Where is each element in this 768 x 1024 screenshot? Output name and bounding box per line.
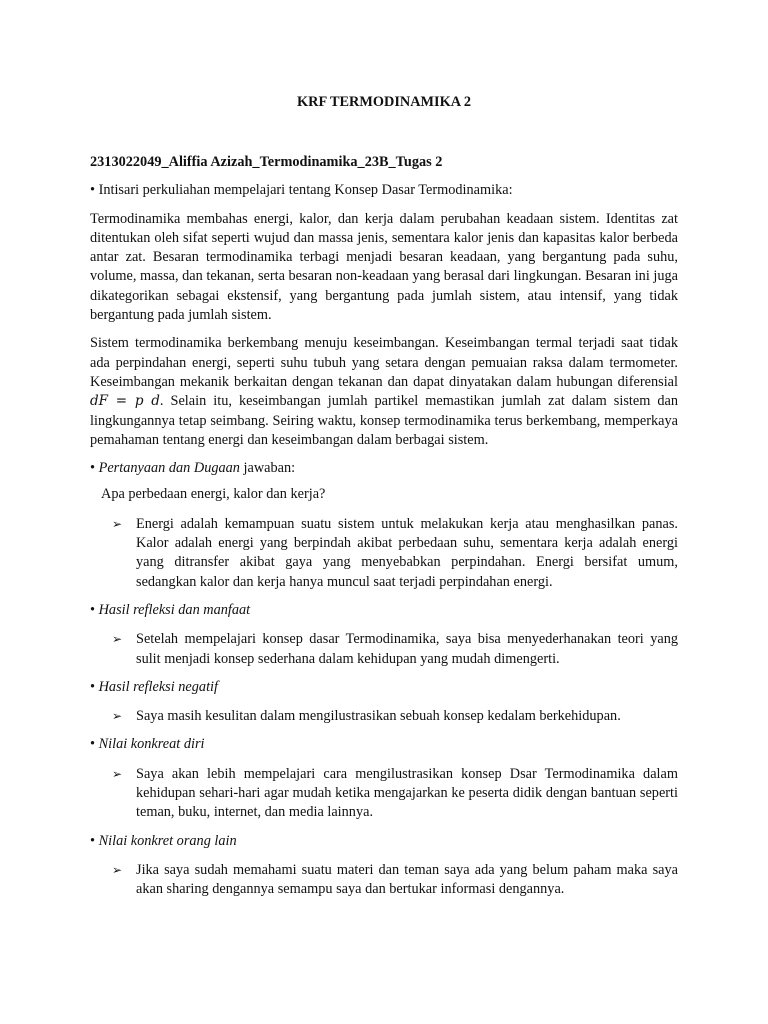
arrow-list-item-text: Saya masih kesulitan dalam mengilustrasikan sebuah konsep kedalam berkehidupan. xyxy=(136,708,621,725)
section-heading-italic: Nilai konkreat diri xyxy=(98,736,205,753)
arrow-list-item xyxy=(112,515,678,592)
paragraph-equilibrium-text-a: Sistem termodinamika berkembang menuju keseimbangan. Keseimbangan termal terjadi saat tidak ada perpindahan energi, seperti suhu tubuh yang setara dengan pemuaian raksa dalam termometer. Keseimbangan mekanik berkaitan dengan tekanan dan dapat dinyatakan dalam hubungan diferensial xyxy=(90,335,678,390)
section-heading-others-value xyxy=(90,832,678,851)
section-heading-self-value xyxy=(90,735,678,754)
differential-equation: dF = p d xyxy=(90,393,160,410)
summary-heading: • Intisari perkuliahan mempelajari tentang Konsep Dasar Termodinamika: xyxy=(90,182,513,199)
arrowhead-bullet-icon: ➢ xyxy=(112,766,123,781)
section-heading-questions xyxy=(90,459,678,478)
document-title: KRF TERMODINAMIKA 2 xyxy=(297,94,471,110)
arrow-list-item-text: Jika saya sudah memahami suatu materi dan teman saya ada yang belum paham maka saya akan sharing dengannya semampu saya dan bertukar informasi dengannya. xyxy=(136,861,678,898)
section-heading-suffix: jawaban: xyxy=(239,460,296,477)
arrow-list-item xyxy=(112,861,678,900)
paragraph-equilibrium xyxy=(90,334,678,450)
document-body xyxy=(90,93,678,900)
bullet-mark: • xyxy=(90,601,99,618)
arrow-list-item-text: Saya akan lebih mempelajari cara mengilustrasikan konsep Dsar Termodinamika dalam kehidupan sehari-hari agar mudah ketika mengajarkan ke peserta didik dengan bantuan seperti teman, buku, internet, dan media lainnya. xyxy=(136,765,678,821)
arrow-list-item-text: Setelah mempelajari konsep dasar Termodinamika, saya bisa menyederhanakan teori yang sulit menjadi konsep sederhana dalam kehidupan yang mudah dimengerti. xyxy=(136,631,678,667)
arrowhead-bullet-icon: ➢ xyxy=(112,516,123,531)
section-heading-reflection-negative xyxy=(90,678,678,697)
bullet-mark: • xyxy=(90,832,99,849)
arrow-list-item xyxy=(112,630,678,669)
arrow-list-item xyxy=(112,765,678,823)
question-line: Apa perbedaan energi, kalor dan kerja? xyxy=(101,486,326,503)
section-heading-reflection-benefit xyxy=(90,601,678,620)
section-heading-italic: Hasil refleksi dan manfaat xyxy=(98,601,251,618)
bullet-mark: • xyxy=(90,736,99,753)
arrow-list-item-text: Energi adalah kemampuan suatu sistem untuk melakukan kerja atau menghasilkan panas. Kalor adalah energi yang berpindah akibat perbedaan suhu, sementara kerja adalah energi yang ditransfer akibat gaya yang menyebabkan perpindahan. Energi bersifat umum, sedangkan kalor dan kerja hanya muncul saat terjadi perpindahan energi. xyxy=(136,515,678,590)
arrowhead-bullet-icon: ➢ xyxy=(112,632,123,647)
section-heading-italic: Hasil refleksi negatif xyxy=(98,678,218,695)
paragraph-equilibrium-text-b: . Selain itu, keseimbangan jumlah partikel memastikan jumlah zat dalam sistem dan lingkungannya tetap seimbang. Seiring waktu, konsep termodinamika terus berkembang, memperkaya pemahaman tentang energi dan keseimbangan dalam berbagai sistem. xyxy=(90,393,678,448)
arrowhead-bullet-icon: ➢ xyxy=(112,709,123,724)
paragraph-thermodynamics-basics: Termodinamika membahas energi, kalor, dan kerja dalam perubahan keadaan sistem. Identitas zat ditentukan oleh sifat seperti wujud dan massa jenis, sementara kalor jenis dan kapasitas kalor berbeda antar zat. Besaran termodinamika terbagi menjadi besaran keadaan, yang bergantung pada suhu, volume, massa, dan tekanan, serta besaran non-keadaan yang berasal dari lingkungan. Besaran ini juga dikategorikan sebagai ekstensif, yang bergantung pada jumlah sistem, atau intensif, yang tidak bergantung pada jumlah sistem. xyxy=(90,210,678,324)
bullet-mark: • xyxy=(90,678,99,695)
section-heading-italic: Pertanyaan dan Dugaan xyxy=(98,460,240,477)
arrow-list-item xyxy=(112,707,678,726)
bullet-mark: • xyxy=(90,460,99,477)
student-id-line: 2313022049_Aliffia Azizah_Termodinamika_23B_Tugas 2 xyxy=(90,154,443,170)
section-heading-italic: Nilai konkret orang lain xyxy=(98,832,237,849)
arrowhead-bullet-icon: ➢ xyxy=(112,862,123,877)
